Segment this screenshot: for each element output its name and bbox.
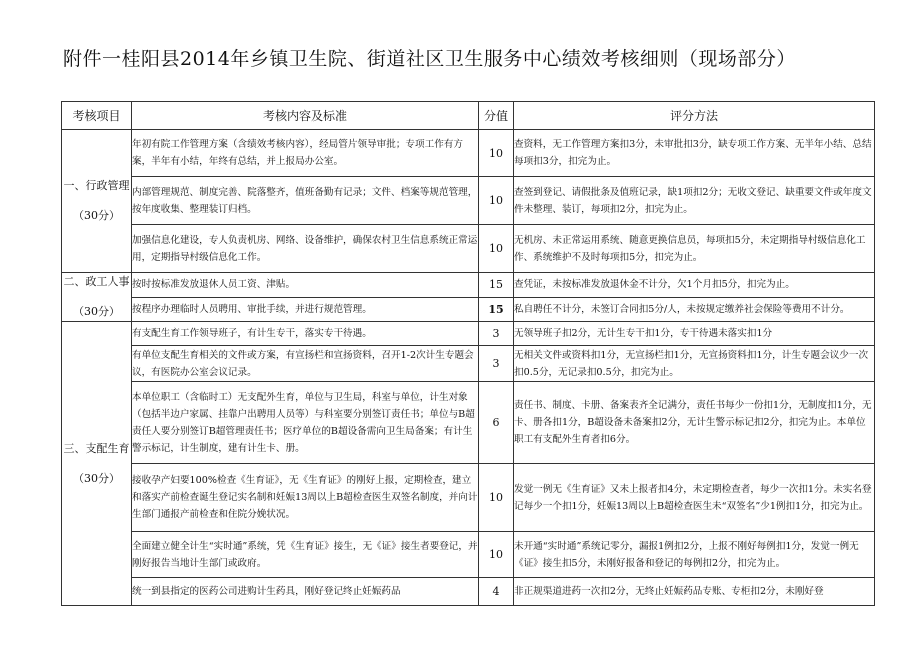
table-row: [62, 177, 875, 225]
row-score: 10: [479, 225, 514, 273]
row-method: 无相关文件或资料扣1分，无宣扬栏扣1分，无宣扬资料扣1分，计生专题会议少一次扣0.5分，无记录扣0.5分，扣完为止。: [514, 346, 875, 382]
category-score: （30分）: [73, 209, 120, 222]
row-method: 无领导班子扣2分，无计生专干扣1分，专干待遇未落实扣1分: [514, 322, 875, 346]
row-content: 按程序办理临时人员聘用、审批手续，并进行规范管理。: [132, 297, 479, 322]
row-content: 本单位职工（含临时工）无支配外生育，单位与卫生局，科室与单位，计生对象（包括半边户家属、挂靠户出聘用人员等）与科室要分别签订责任书；单位与B超责任人要分别签订B超管理责任书；医疗单位的B超设备需向卫生局备案；有计生警示标记，计生制度，建有计生卡、册。: [132, 382, 479, 464]
row-method: 查签到登记、请假批条及值班记录，缺1项扣2分；无收文登记、缺重要文件或年度文件未整理、装订，每项扣2分，扣完为止。: [514, 177, 875, 225]
row-score: 15: [479, 273, 514, 298]
row-content: 接收孕产妇要100%检查《生育证》，无《生育证》的刚好上报，定期检查，建立和落实产前检查诞生登记实名制和妊娠13周以上B超检查医生双签名制度，并向计生部门通报产前检查和住院分娩状况。: [132, 464, 479, 532]
category-family-planning: [62, 322, 132, 606]
row-score: 10: [479, 177, 514, 225]
row-score: 3: [479, 346, 514, 382]
row-content: 有支配生育工作领导班子，有计生专干，落实专干待遇。: [132, 322, 479, 346]
row-content: 按时按标准发放退休人员工资、津贴。: [132, 273, 479, 298]
header-score: 分值: [479, 102, 514, 130]
header-content: 考核内容及标准: [132, 102, 479, 130]
table-row: [62, 346, 875, 382]
row-method: 无机房、未正常运用系统、随意更换信息员，每项扣5分，未定期指导村级信息化工作、系统维护不及时每项扣5分，扣完为止。: [514, 225, 875, 273]
header-method: 评分方法: [514, 102, 875, 130]
row-content: 内部管理规范、制度完善、院落整齐，值班备勤有记录；文件、档案等规范管理，按年度收集、整理装订归档。: [132, 177, 479, 225]
row-method: 查资料，无工作管理方案扣3分，未审批扣3分，缺专项工作方案、无半年小结、总结每项扣3分，扣完为止。: [514, 130, 875, 177]
row-score: 10: [479, 532, 514, 578]
row-method: 查凭证，未按标准发放退休金不计分，欠1个月扣5分，扣完为止。: [514, 273, 875, 298]
row-content: 有单位支配生育相关的文件或方案，有宣扬栏和宣扬资料，召开1-2次计生专题会议，有医院办公室会议记录。: [132, 346, 479, 382]
category-title: 二、政工人事: [63, 275, 130, 288]
row-content: 加强信息化建设，专人负责机房、网络、设备维护，确保农村卫生信息系统正常运用，定期指导村级信息化工作。: [132, 225, 479, 273]
row-content: 统一到县指定的医药公司进购计生药具，刚好登记终止妊娠药品: [132, 578, 479, 606]
table-row: [62, 225, 875, 273]
table-row: [62, 322, 875, 346]
row-method: 责任书、制度、卡册、备案表齐全记满分，责任书每少一份扣1分，无制度扣1分，无卡、册各扣1分，B超设备未备案扣2分，无计生警示标记扣2分，扣完为止。本单位职工有支配外生育者扣6分。: [514, 382, 875, 464]
table-header-row: [62, 102, 875, 130]
category-personnel: [62, 273, 132, 322]
table-row: [62, 532, 875, 578]
row-method: 发觉一例无《生育证》又未上报者扣4分，未定期检查者，每少一次扣1分。未实名登记每少一个扣1分，妊娠13周以上B超检查医生未“双签名”少1例扣1分，扣完为止。: [514, 464, 875, 532]
row-score: 4: [479, 578, 514, 606]
row-score: 10: [479, 130, 514, 177]
assessment-table: [61, 101, 875, 606]
header-item: 考核项目: [62, 102, 132, 130]
table-row: [62, 578, 875, 606]
row-score: 15: [479, 297, 514, 322]
row-score: 6: [479, 382, 514, 464]
category-title: 三、支配生育: [63, 441, 130, 455]
category-score: （30分）: [73, 305, 120, 318]
table-row: [62, 464, 875, 532]
document-title: 附件一桂阳县2014年乡镇卫生院、街道社区卫生服务中心绩效考核细则（现场部分）: [63, 48, 796, 70]
category-admin: [62, 130, 132, 273]
category-score: （30分）: [73, 471, 120, 485]
row-content: 年初有院工作管理方案（含绩效考核内容），经局管片领导审批；专项工作有方案，半年有小结，年终有总结，并上报局办公室。: [132, 130, 479, 177]
table-row: [62, 297, 875, 322]
row-method: 私自聘任不计分，未签订合同扣5分/人，未按规定缴养社会保险等费用不计分。: [514, 297, 875, 322]
row-score: 10: [479, 464, 514, 532]
category-title: 一、行政管理: [63, 179, 130, 192]
row-score: 3: [479, 322, 514, 346]
table-row: [62, 273, 875, 298]
row-content: 全面建立健全计生“实时通”系统，凭《生育证》接生，无《证》接生者要登记，并刚好报告当地计生部门或政府。: [132, 532, 479, 578]
table-row: [62, 382, 875, 464]
table-row: [62, 130, 875, 177]
row-method: 未开通“实时通”系统记零分，漏报1例扣2分，上报不刚好每例扣1分，发觉一例无《证》接生扣5分，未刚好报备和登记的每例扣2分，扣完为止。: [514, 532, 875, 578]
row-method: 非正规渠道进药一次扣2分，无终止妊娠药品专账、专柜扣2分，未刚好登: [514, 578, 875, 606]
